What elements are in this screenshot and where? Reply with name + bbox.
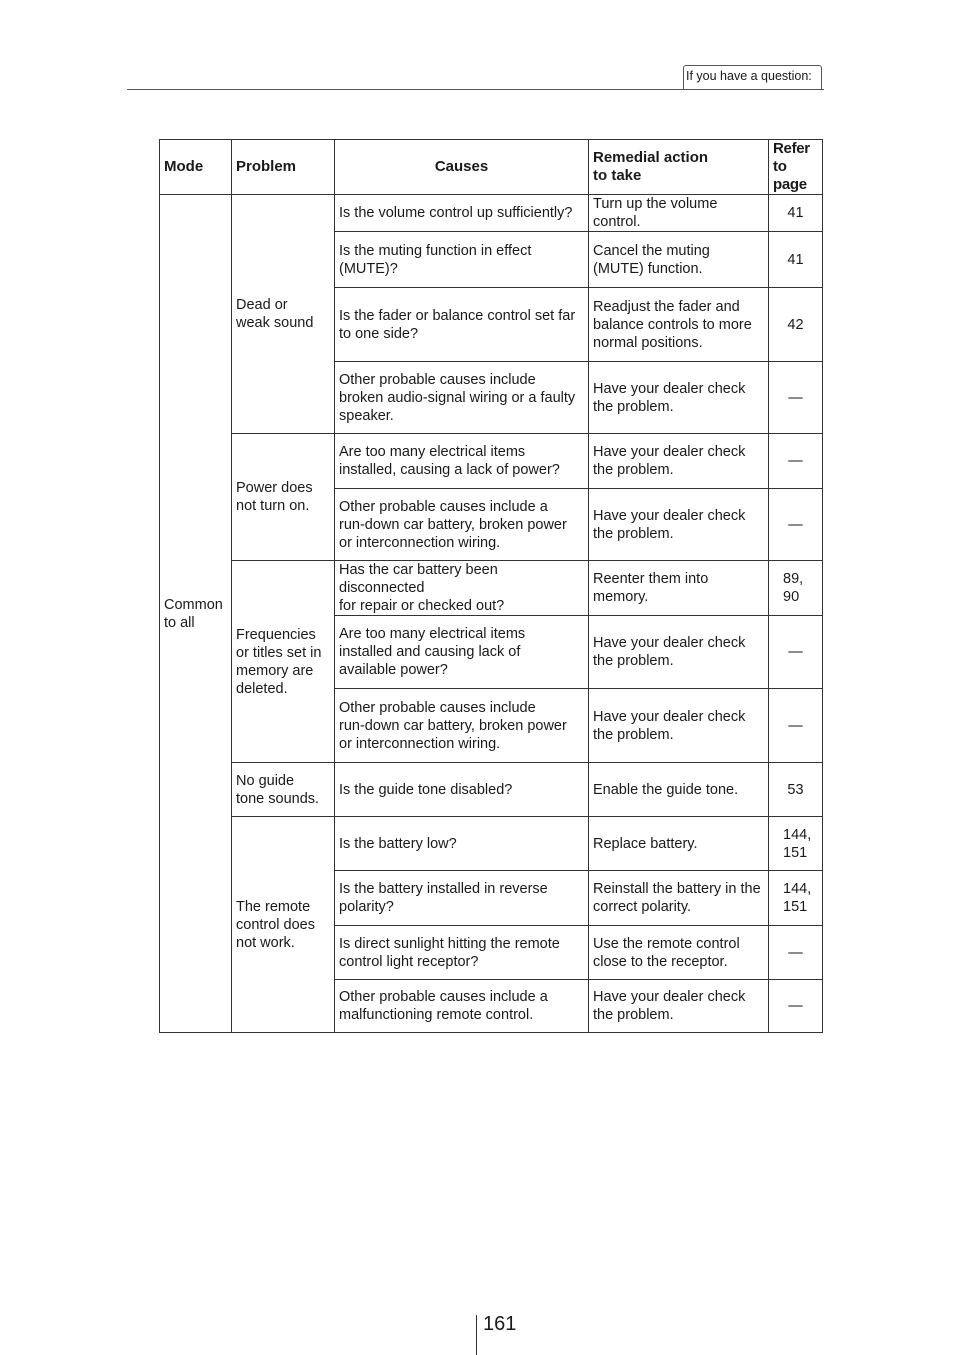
cause-line: run-down car battery, broken power [339, 717, 567, 734]
remedy-line: Have your dealer check [593, 989, 746, 1005]
refer-page-cell [769, 689, 823, 763]
header-refer-line2: to page [773, 158, 807, 193]
cause-line: for repair or checked out? [339, 598, 505, 614]
problem-line: The remote [236, 898, 311, 915]
cause-line: broken audio-signal wiring or a faulty [339, 389, 576, 406]
refer-page-cell [769, 489, 823, 561]
remedy-cell [589, 362, 769, 434]
remedy-cell [589, 288, 769, 362]
remedy-cell [589, 763, 769, 817]
problem-cell [232, 195, 335, 434]
refer-page: — [788, 453, 803, 469]
problem-line: weak sound [236, 315, 314, 331]
remedy-line: balance controls to more [593, 316, 752, 333]
remedy-line: memory. [593, 589, 649, 605]
cause-cell [335, 434, 589, 489]
refer-page: — [788, 389, 803, 406]
problem-line: deleted. [236, 680, 288, 697]
page-number-rule [476, 1315, 477, 1355]
cause-line: installed, causing a lack of power? [339, 462, 560, 478]
refer-page-cell [769, 561, 823, 616]
refer-page-cell [769, 616, 823, 689]
refer-page: 89, [783, 571, 804, 587]
cause-line: speaker. [339, 407, 394, 424]
remedy-cell [589, 980, 769, 1033]
header-rule [127, 89, 824, 90]
remedy-line: Reinstall the battery in the [593, 881, 761, 897]
refer-page-cell [769, 763, 823, 817]
refer-page: 41 [787, 205, 804, 221]
remedy-line: the problem. [593, 1007, 674, 1023]
problem-line: not work. [236, 934, 295, 951]
mode-line: Common [164, 596, 223, 613]
header-refer-page [769, 140, 823, 195]
refer-page-cell [769, 288, 823, 362]
remedy-cell [589, 195, 769, 232]
remedy-cell [589, 926, 769, 980]
cause-line: Has the car battery been disconnected [339, 562, 498, 596]
remedy-line: Cancel the muting [593, 242, 710, 259]
remedy-line: Have your dealer check [593, 444, 746, 460]
refer-page: 42 [787, 316, 804, 333]
cause-cell [335, 817, 589, 871]
remedy-line: Have your dealer check [593, 708, 746, 725]
remedy-line: Have your dealer check [593, 635, 746, 651]
refer-page-cell [769, 195, 823, 232]
cause-cell [335, 763, 589, 817]
remedy-cell [589, 489, 769, 561]
header-refer-line1: Refer [773, 140, 810, 157]
remedy-line: the problem. [593, 462, 674, 478]
refer-page: 90 [783, 589, 800, 605]
remedy-cell [589, 871, 769, 926]
mode-line: to all [164, 614, 195, 631]
problem-line: No guide [236, 772, 295, 789]
cause-cell [335, 689, 589, 763]
refer-page-cell [769, 817, 823, 871]
refer-page: — [788, 998, 803, 1014]
header-remedy [589, 140, 769, 195]
refer-page: 144, [783, 881, 812, 897]
refer-page: 144, [783, 826, 812, 843]
table-row [160, 195, 823, 232]
cause-cell [335, 926, 589, 980]
table-row [160, 817, 823, 871]
problem-line: Dead or [236, 297, 288, 313]
remedy-cell [589, 561, 769, 616]
refer-page: — [788, 944, 803, 961]
remedy-line: Enable the guide tone. [593, 781, 739, 798]
remedy-line: Have your dealer check [593, 380, 746, 397]
header-remedy-line1: Remedial action [593, 149, 709, 166]
remedy-line: Turn up the volume control. [593, 196, 718, 230]
problem-cell [232, 817, 335, 1033]
cause-line: Other probable causes include a [339, 498, 548, 515]
cause-cell [335, 489, 589, 561]
cause-cell [335, 980, 589, 1033]
header-causes: Causes [335, 140, 589, 195]
remedy-cell [589, 817, 769, 871]
cause-line: Is the guide tone disabled? [339, 781, 513, 798]
cause-line: Other probable causes include [339, 371, 536, 388]
cause-line: to one side? [339, 325, 419, 342]
cause-line: Other probable causes include a [339, 989, 548, 1005]
cause-line: or interconnection wiring. [339, 534, 501, 551]
header-remedy-line2: to take [593, 167, 642, 184]
cause-line: (MUTE)? [339, 260, 398, 277]
cause-line: Is the fader or balance control set far [339, 307, 576, 324]
refer-page: — [788, 644, 803, 660]
problem-cell [232, 763, 335, 817]
mode-cell [160, 195, 232, 1033]
cause-cell [335, 232, 589, 288]
table-row [160, 561, 823, 616]
problem-cell [232, 434, 335, 561]
refer-page: — [788, 717, 803, 734]
cause-cell [335, 561, 589, 616]
refer-page-cell [769, 434, 823, 489]
cause-line: control light receptor? [339, 953, 479, 970]
cause-line: Are too many electrical items [339, 626, 526, 642]
cause-line: polarity? [339, 899, 394, 915]
refer-page-cell [769, 871, 823, 926]
problem-line: tone sounds. [236, 790, 320, 807]
remedy-line: Have your dealer check [593, 507, 746, 524]
troubleshooting-table [159, 139, 823, 1033]
remedy-line: close to the receptor. [593, 953, 728, 970]
remedy-line: Readjust the fader and [593, 298, 740, 315]
cause-line: Are too many electrical items [339, 444, 526, 460]
remedy-line: Reenter them into [593, 571, 709, 587]
cause-cell [335, 195, 589, 232]
cause-cell [335, 362, 589, 434]
remedy-line: (MUTE) function. [593, 260, 703, 277]
remedy-cell [589, 689, 769, 763]
refer-page: 151 [783, 899, 808, 915]
problem-line: control does [236, 916, 315, 933]
cause-line: Is direct sunlight hitting the remote [339, 935, 560, 952]
problem-cell [232, 561, 335, 763]
cause-cell [335, 616, 589, 689]
cause-line: available power? [339, 662, 448, 678]
remedy-line: the problem. [593, 653, 674, 669]
remedy-cell [589, 616, 769, 689]
problem-line: Power does [236, 480, 313, 496]
cause-line: Is the battery installed in reverse [339, 881, 548, 897]
refer-page-cell [769, 232, 823, 288]
remedy-line: the problem. [593, 398, 674, 415]
remedy-cell [589, 434, 769, 489]
cause-line: Is the battery low? [339, 835, 457, 852]
refer-page-cell [769, 926, 823, 980]
remedy-line: Use the remote control [593, 935, 740, 952]
cause-line: or interconnection wiring. [339, 735, 501, 752]
remedy-line: correct polarity. [593, 899, 692, 915]
cause-line: Is the volume control up sufficiently? [339, 205, 573, 221]
section-tag: If you have a question: [683, 65, 822, 89]
remedy-line: the problem. [593, 525, 674, 542]
cause-cell [335, 871, 589, 926]
table-header-row [160, 140, 823, 195]
problem-line: memory are [236, 662, 314, 679]
cause-line: installed and causing lack of [339, 644, 521, 660]
table-row [160, 434, 823, 489]
page-number: 161 [483, 1313, 517, 1335]
refer-page-cell [769, 362, 823, 434]
refer-page: 53 [787, 781, 804, 798]
header-problem: Problem [232, 140, 335, 195]
cause-cell [335, 288, 589, 362]
problem-line: not turn on. [236, 498, 310, 514]
cause-line: malfunctioning remote control. [339, 1007, 534, 1023]
remedy-line: normal positions. [593, 334, 703, 351]
remedy-line: Replace battery. [593, 835, 698, 852]
cause-line: Other probable causes include [339, 699, 536, 716]
remedy-line: the problem. [593, 726, 674, 743]
remedy-cell [589, 232, 769, 288]
cause-line: run-down car battery, broken power [339, 516, 567, 533]
cause-line: Is the muting function in effect [339, 242, 532, 259]
header-mode: Mode [160, 140, 232, 195]
problem-line: or titles set in [236, 644, 322, 661]
table-row [160, 763, 823, 817]
problem-line: Frequencies [236, 626, 316, 643]
refer-page-cell [769, 980, 823, 1033]
refer-page: — [788, 516, 803, 533]
refer-page: 151 [783, 844, 808, 861]
refer-page: 41 [787, 251, 804, 268]
